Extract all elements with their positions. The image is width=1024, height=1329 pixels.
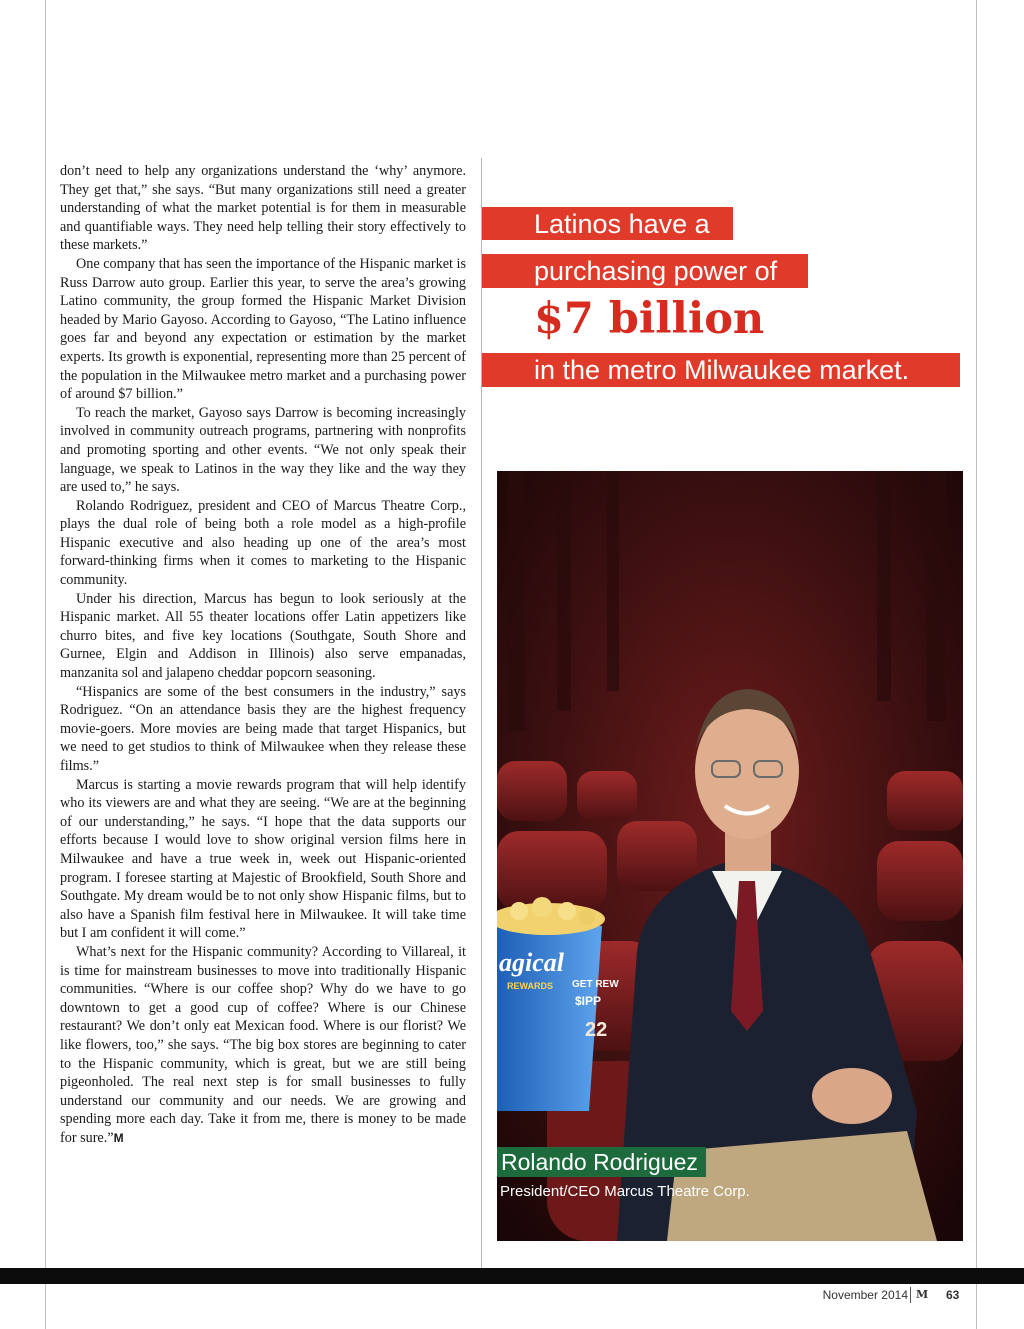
cup-side-text-b: $IPP [575,994,602,1008]
article-paragraph: To reach the market, Gayoso says Darrow is becoming increasingly involved in community outreach programs, partnering with nonprofits and promoting sporting and other events. “We not only speak their language, we speak to Latinos in the way they like and the way they are used to,” he says. [60,404,466,496]
pull-quote-line-2: purchasing power of [482,254,808,288]
pull-quote-line-3: in the metro Milwaukee market. [482,353,960,387]
page-folio [780,1285,970,1305]
article-paragraph: Rolando Rodriguez, president and CEO of Marcus Theatre Corp., plays the dual role of being both a role model as a high-profile Hispanic executive and also heading up one of the area’s most forward-thinking firms when it comes to marketing to the Hispanic community. [60,497,466,589]
caption-title: President/CEO Marcus Theatre Corp. [500,1183,750,1200]
cup-logo-text: agical [499,948,564,977]
end-mark: M [113,1130,124,1145]
page-number: 63 [946,1288,960,1302]
article-paragraph: Marcus is starting a movie rewards program that will help identify who its viewers are and what they are seeing. “We are at the beginning of our understanding,” he says. “I hope that the data supports our efforts because I would love to show original version films here in Milwaukee and have a true week in, week out Hispanic-oriented program. I foresee starting at Majestic of Brookfield, South Shore and Southgate. My dream would be to not only show Hispanic films, but to also have a Spanish film festival here in Milwaukee. It will take time but I am confident it will come.” [60,776,466,942]
cup-subtext: REWARDS [507,981,554,991]
pull-quote-line-1: Latinos have a [482,207,733,240]
page-trim-right [976,0,977,1329]
article-paragraph: Under his direction, Marcus has begun to look seriously at the Hispanic market. All 55 theater locations offer Latin appetizers like churro bites, and five key locations (Southgate, South Shore and Gurnee, Elgin and Addison in Illinois) also serve empanadas, manzanita sol and jalapeno cheddar popcorn seasoning. [60,590,466,682]
caption-name: Rolando Rodriguez [497,1147,706,1177]
magazine-mark: M [916,1288,929,1301]
footer-band [0,1268,1024,1284]
cup-side-text-a: GET REW [572,979,619,990]
article-body [60,162,466,1147]
portrait-illustration [497,471,963,1241]
seat-number: 22 [585,1019,608,1041]
article-paragraph: don’t need to help any organizations understand the ‘why’ anymore. They get that,” she says. “But many organizations still need a greater understanding of what the market potential is for them in measurable and quantifiable ways. They need help telling their story effectively to these markets.” [60,163,466,254]
folio-divider [910,1287,911,1303]
article-paragraph: “Hispanics are some of the best consumers in the industry,” says Rodriguez. “On an attendance basis they are the highest frequency movie-goers. More movies are being made that target Hispanics, but we need to get studios to think of Milwaukee when they release these films.” [60,683,466,774]
article-paragraph-last [60,943,466,1148]
article-paragraph: One company that has seen the importance of the Hispanic market is Russ Darrow auto group. Earlier this year, to serve the area’s growing Latino community, the group formed the Hispanic Market Division headed by Mario Gayoso. According to Gayoso, “The Latino influence goes far and beyond any expectation or estimation by the market experts. Its growth is exponential, representing more than 25 percent of the population in the Milwaukee metro market and a purchasing power of around $7 billion.” [60,255,466,403]
column-rule [481,158,482,1268]
article-paragraph-text: What’s next for the Hispanic community? According to Villareal, it is time for mainstream businesses to move into traditionally Hispanic communities. “Where is our coffee shop? Why do we have to go downtown to get a good cup of coffee? Where is our Chinese restaurant? We don’t only eat Mexican food. Where is our florist? We like flowers, too,” she says. “The big box stores are beginning to cater to the Hispanic community, which is great, but we are still being pigeonholed. The real next step is for small businesses to fully understand our community and our needs. We are growing and spending more each day. Take it from me, there is money to be made for sure.” [60,943,466,1146]
page-trim-left [45,0,46,1329]
portrait-photo [497,471,963,1241]
pull-quote-figure: $7 billion [534,294,765,344]
issue-date: November 2014 [822,1288,908,1302]
